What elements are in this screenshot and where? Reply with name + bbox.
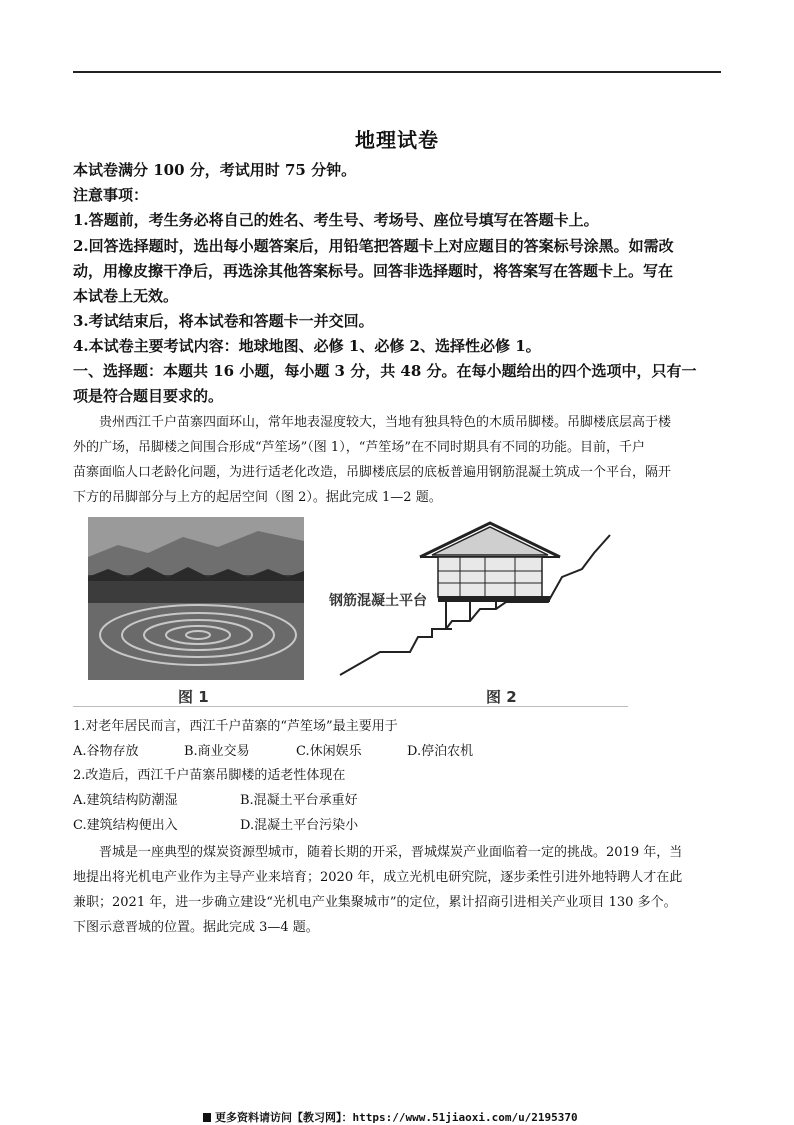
score-line: 本试卷满分 100 分，考试用时 75 分钟。 xyxy=(73,161,357,179)
flag-icon xyxy=(203,1113,211,1122)
question-2-option-c: C.建筑结构便出入 xyxy=(73,818,178,833)
question-1-option-c: C.休闲娱乐 xyxy=(296,744,362,759)
page-title: 地理试卷 xyxy=(355,128,439,152)
passage2-line-2: 地提出将光机电产业作为主导产业来培育；2020 年，成立光机电研究院，逐步柔性引进外地特聘人才在此 xyxy=(73,870,683,885)
question-1-option-b: B.商业交易 xyxy=(184,744,250,759)
section-heading-line-1: 一、选择题：本题共 16 小题，每小题 3 分，共 48 分。在每小题给出的四个选项中，只有一 xyxy=(73,362,697,380)
passage1-line-1: 贵州西江千户苗寨四面环山，常年地表湿度较大，当地有独具特色的木质吊脚楼。吊脚楼底层高于楼 xyxy=(99,415,672,430)
question-2-option-b: B.混凝土平台承重好 xyxy=(240,793,358,808)
figure-1-caption: 图 1 xyxy=(178,688,209,706)
notice-4: 4.本试卷主要考试内容：地球地图、必修 1、必修 2、选择性必修 1。 xyxy=(73,337,541,355)
notice-2-line-3: 本试卷上无效。 xyxy=(73,287,179,305)
header-rule xyxy=(73,71,721,73)
passage2-line-1: 晋城是一座典型的煤炭资源型城市，随着长期的开采，晋城煤炭产业面临着一定的挑战。2019 年，当 xyxy=(99,845,683,860)
section-heading-line-2: 项是符合题目要求的。 xyxy=(73,387,224,405)
footer-link[interactable] xyxy=(203,1109,578,1125)
figure-2-caption: 图 2 xyxy=(486,688,517,706)
passage1-line-3: 苗寨面临人口老龄化问题，为进行适老化改造，吊脚楼底层的底板普遍用钢筋混凝土筑成一个平台，隔开 xyxy=(73,465,672,480)
notice-3: 3.考试结束后，将本试卷和答题卡一并交回。 xyxy=(73,312,374,330)
notice-2-line-1: 2.回答选择题时，选出每小题答案后，用铅笔把答题卡上对应题目的答案标号涂黑。如需改 xyxy=(73,237,674,255)
question-1-option-d: D.停泊农机 xyxy=(407,744,474,759)
question-2-option-a: A.建筑结构防潮湿 xyxy=(73,793,178,808)
question-2-option-d: D.混凝土平台污染小 xyxy=(240,818,359,833)
footer-text[interactable]: 更多资料请访问【教习网】：https://www.51jiaoxi.com/u/2195370 xyxy=(215,1111,578,1124)
passage2-line-3: 兼职；2021 年，进一步确立建设“光机电产业集聚城市”的定位，累计招商引进相关产业项目 130 多个。 xyxy=(73,895,677,910)
question-1-option-a: A.谷物存放 xyxy=(73,744,139,759)
figure-1-photo xyxy=(88,517,304,680)
passage1-line-4: 下方的吊脚部分与上方的起居空间（图 2）。据此完成 1—2 题。 xyxy=(73,490,442,505)
notice-2-line-2: 动，用橡皮擦干净后，再选涂其他答案标号。回答非选择题时，将答案写在答题卡上。写在 xyxy=(73,262,674,280)
notice-1: 1.答题前，考生务必将自己的姓名、考生号、考场号、座位号填写在答题卡上。 xyxy=(73,211,599,229)
passage2-line-4: 下图示意晋城的位置。据此完成 3—4 题。 xyxy=(73,920,319,935)
figure-divider xyxy=(73,706,628,707)
figure-2-label: 钢筋混凝土平台 xyxy=(329,593,427,609)
question-2-stem: 2.改造后，西江千户苗寨吊脚楼的适老性体现在 xyxy=(73,768,346,783)
passage1-line-2: 外的广场，吊脚楼之间围合形成“芦笙场”（图 1），“芦笙场”在不同时期具有不同的功能。目前，千户 xyxy=(73,440,645,455)
question-1-stem: 1.对老年居民而言，西江千户苗寨的“芦笙场”最主要用于 xyxy=(73,719,398,734)
notice-heading: 注意事项： xyxy=(73,186,149,204)
